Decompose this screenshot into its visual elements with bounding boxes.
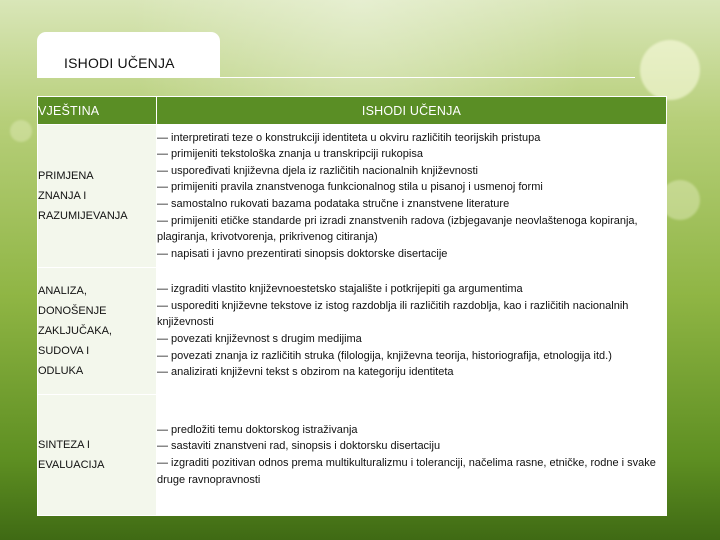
skill-label: ODLUKA bbox=[38, 365, 84, 377]
outcome-item: — primijeniti etičke standarde pri izradi znanstvenih radova (izbjegavanje neovlaštenoga kopiranja, plagiranja, krivotvorenja, prikrivenog citiranja) bbox=[157, 214, 638, 244]
outcome-item: — samostalno rukovati bazama podataka stručne i znanstvene literature bbox=[157, 198, 510, 210]
outcome-item: — izgraditi vlastito književnoestetsko stajalište i potkrijepiti ga argumentima bbox=[157, 283, 523, 296]
outcome-item: — primijeniti pravila znanstvenoga funkcionalnog stila u pisanoj i usmenoj formi bbox=[157, 181, 543, 194]
outcome-item: — sastaviti znanstveni rad, sinopsis i doktorsku disertaciju bbox=[157, 440, 441, 453]
outcome-cell bbox=[157, 125, 667, 268]
outcomes-table bbox=[37, 96, 667, 516]
outcome-item: — uspoređivati književna djela iz različitih nacionalnih književnosti bbox=[157, 164, 478, 177]
skill-cell bbox=[38, 395, 157, 516]
table-row bbox=[38, 125, 667, 268]
outcome-item: — usporediti književne tekstove iz istog razdoblja ili različitih razdoblja, kao i različitih nacionalnih književnosti bbox=[157, 299, 629, 329]
skill-label: PRIMJENA bbox=[38, 170, 94, 182]
table-header-row bbox=[38, 97, 667, 125]
title-divider bbox=[37, 77, 635, 78]
header-skill: VJEŠTINA bbox=[38, 97, 157, 125]
skill-label: SINTEZA I bbox=[38, 439, 90, 451]
outcome-item: — povezati književnost s drugim medijima bbox=[157, 333, 362, 345]
skill-label: RAZUMIJEVANJA bbox=[38, 210, 128, 222]
bokeh-light bbox=[640, 40, 700, 100]
outcome-item: — povezati znanja iz različitih struka (filologija, književna teorija, historiografija, etnologija itd.) bbox=[157, 349, 612, 362]
skill-label: EVALUACIJA bbox=[38, 459, 105, 471]
header-outcome: ISHODI UČENJA bbox=[157, 97, 667, 125]
table-row bbox=[38, 268, 667, 395]
skill-label: ZNANJA I bbox=[38, 190, 87, 202]
outcome-item: — napisati i javno prezentirati sinopsis doktorske disertacije bbox=[157, 247, 448, 260]
bokeh-light bbox=[10, 120, 32, 142]
outcome-item: — interpretirati teze o konstrukciji identiteta u okviru različitih teorijskih pristupa bbox=[157, 131, 541, 144]
outcome-item: — analizirati književni tekst s obzirom na kategoriju identiteta bbox=[157, 366, 454, 379]
table-row bbox=[38, 395, 667, 516]
outcome-cell bbox=[157, 395, 667, 516]
outcome-item: — primijeniti tekstološka znanja u transkripciji rukopisa bbox=[157, 148, 423, 161]
skill-cell bbox=[38, 268, 157, 395]
outcome-item: — izgraditi pozitivan odnos prema multikulturalizmu i toleranciji, načelima rasne, etničke, rodne i svake druge ravnopravnosti bbox=[157, 457, 656, 486]
skill-cell bbox=[38, 125, 157, 268]
skill-label: ZAKLJUČAKA, bbox=[38, 325, 112, 337]
skill-label: SUDOVA I bbox=[38, 345, 90, 357]
skill-label: ANALIZA, bbox=[38, 285, 87, 297]
slide-title: ISHODI UČENJA bbox=[64, 55, 175, 71]
outcome-item: — predložiti temu doktorskog istraživanja bbox=[157, 423, 358, 436]
skill-label: DONOŠENJE bbox=[38, 305, 107, 317]
outcome-cell bbox=[157, 268, 667, 395]
